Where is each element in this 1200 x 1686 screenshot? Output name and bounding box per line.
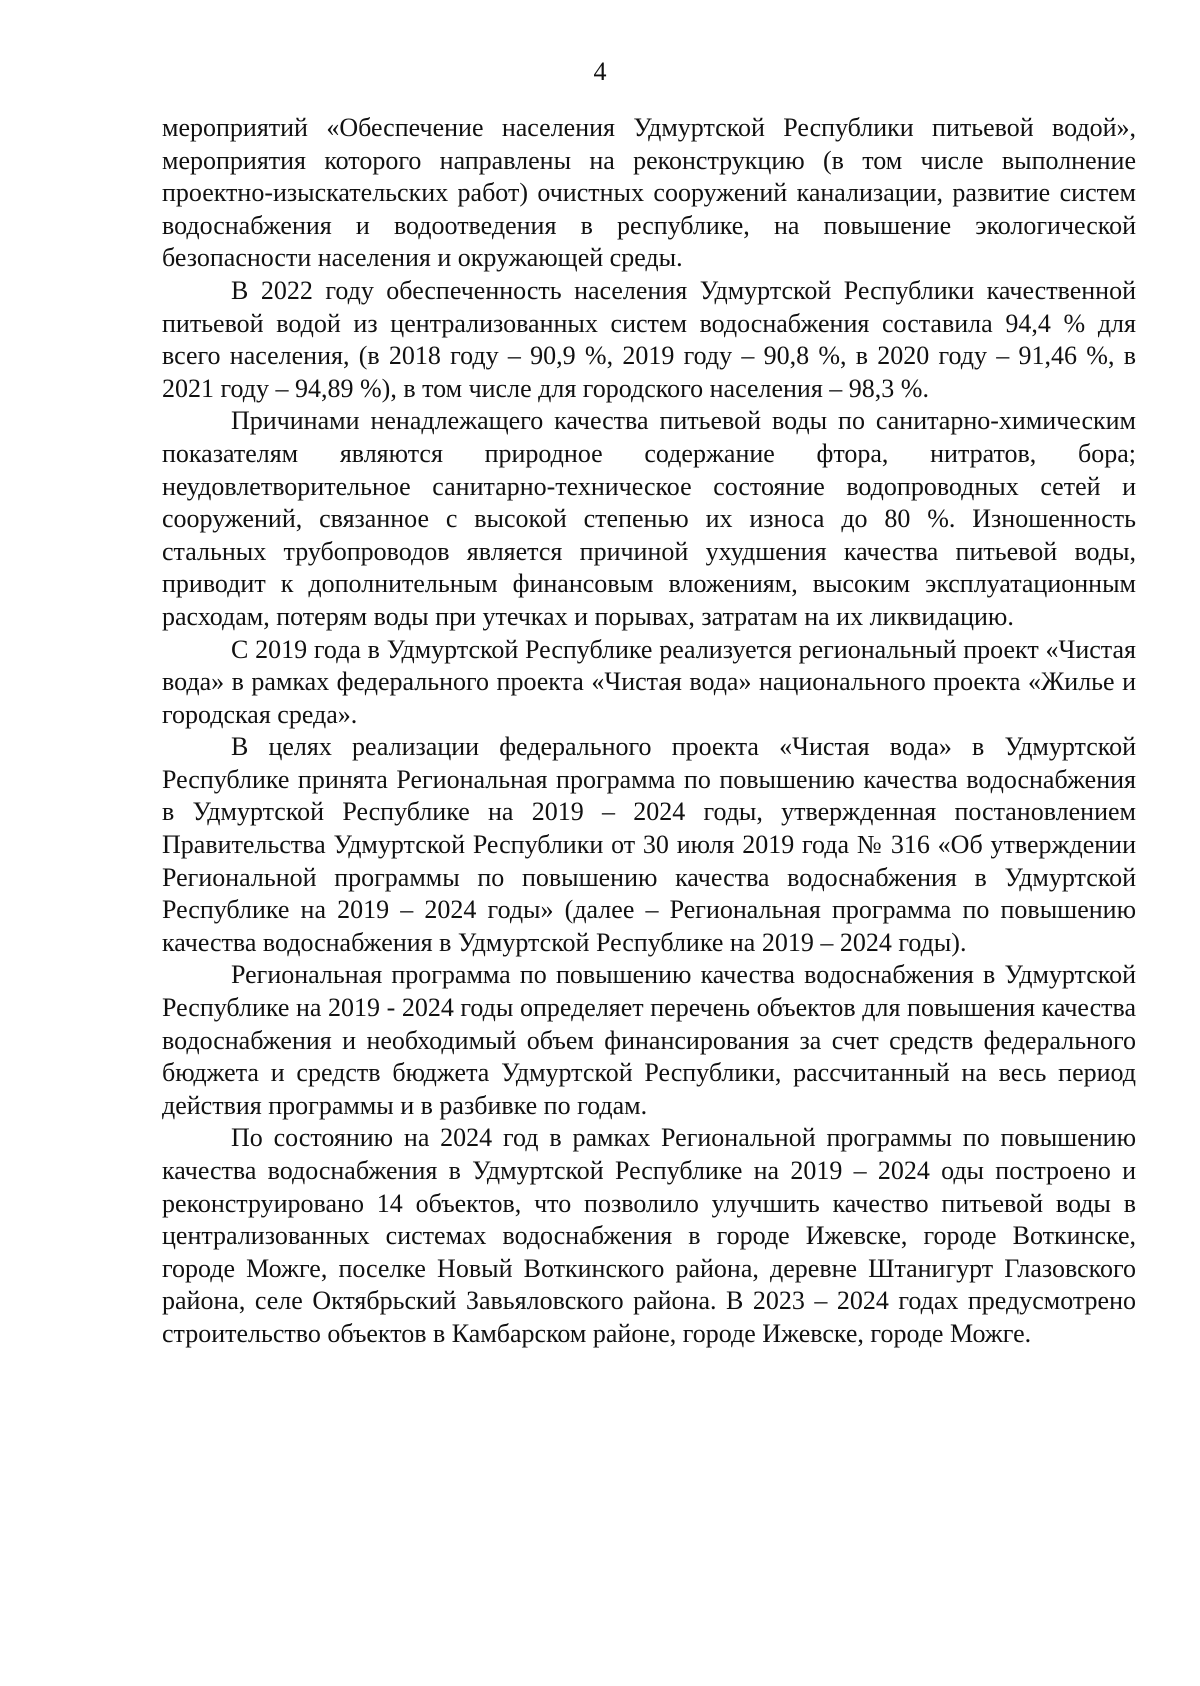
- paragraph-1: мероприятий «Обеспечение населения Удмуртской Республики питьевой водой», мероприятия которого направлены на реконструкцию (в том числе выполнение проектно-изыскательских работ) очистных сооружений канализации, развитие систем водоснабжения и водоотведения в республике, на повышение экологической безопасности населения и окружающей среды.: [162, 113, 1136, 273]
- document-body: [162, 112, 1136, 1351]
- paragraph-4: С 2019 года в Удмуртской Республике реализуется региональный проект «Чистая вода» в рамках федерального проекта «Чистая вода» национального проекта «Жилье и городская среда».: [162, 634, 1136, 729]
- page-number: 4: [593, 57, 607, 86]
- paragraph-2: В 2022 году обеспеченность населения Удмуртской Республики качественной питьевой водой из централизованных систем водоснабжения составила 94,4 % для всего населения, (в 2018 году – 90,9 %, 2019 году – 90,8 %, в 2020 году – 91,46 %, в 2021 году – 94,89 %), в том числе для городского населения – 98,3 %.: [162, 275, 1136, 403]
- paragraph-5: В целях реализации федерального проекта «Чистая вода» в Удмуртской Республике принята Региональная программа по повышению качества водоснабжения в Удмуртской Республике на 2019 – 2024 годы, утвержденная постановлением Правительства Удмуртской Республики от 30 июля 2019 года № 316 «Об утверждении Региональной программы по повышению качества водоснабжения в Удмуртской Республике на 2019 – 2024 годы» (далее – Региональная программа по повышению качества водоснабжения в Удмуртской Республике на 2019 – 2024 годы).: [162, 732, 1136, 957]
- paragraph-3: Причинами ненадлежащего качества питьевой воды по санитарно-химическим показателям являются природное содержание фтора, нитратов, бора; неудовлетворительное санитарно-техническое состояние водопроводных сетей и сооружений, связанное с высокой степенью их износа до 80 %. Изношенность стальных трубопроводов является причиной ухудшения качества питьевой воды, приводит к дополнительным финансовым вложениям, высоким эксплуатационным расходам, потерям воды при утечках и порывах, затратам на их ликвидацию.: [162, 406, 1136, 631]
- paragraph-6: Региональная программа по повышению качества водоснабжения в Удмуртской Республике на 2019 - 2024 годы определяет перечень объектов для повышения качества водоснабжения и необходимый объем финансирования за счет средств федерального бюджета и средств бюджета Удмуртской Республики, рассчитанный на весь период действия программы и в разбивке по годам.: [162, 960, 1136, 1120]
- paragraph-7: По состоянию на 2024 год в рамках Региональной программы по повышению качества водоснабжения в Удмуртской Республике на 2019 – 2024 оды построено и реконструировано 14 объектов, что позволило улучшить качество питьевой воды в централизованных системах водоснабжения в городе Ижевске, городе Воткинске, городе Можге, поселке Новый Воткинского района, деревне Штанигурт Глазовского района, селе Октябрьский Завьяловского района. В 2023 – 2024 годах предусмотрено строительство объектов в Камбарском районе, городе Ижевске, городе Можге.: [162, 1123, 1136, 1348]
